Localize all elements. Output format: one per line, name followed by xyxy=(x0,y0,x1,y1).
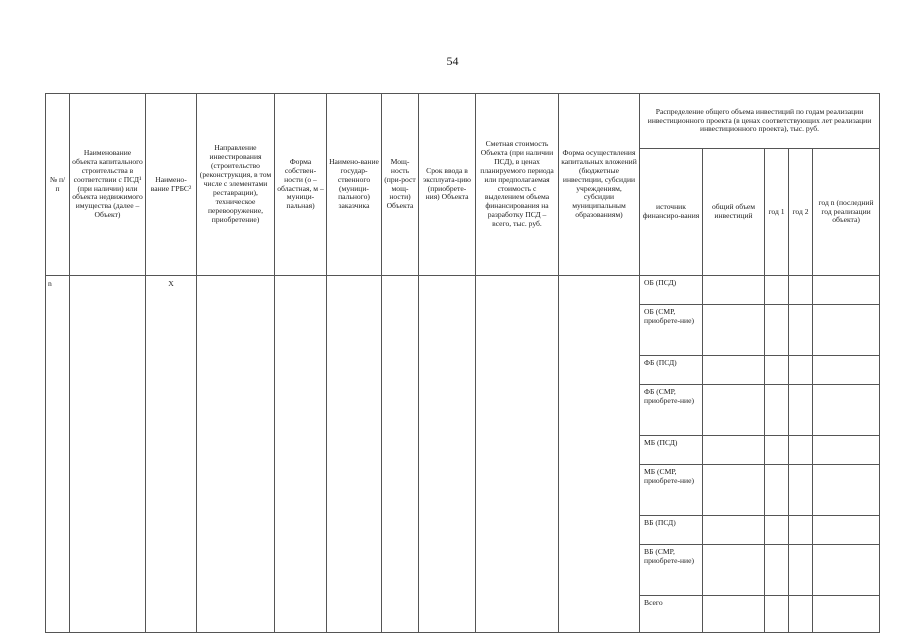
year1-cell xyxy=(765,436,789,465)
yearn-cell xyxy=(813,465,880,516)
header-row-1 xyxy=(46,94,880,149)
header-yearn: год n (последний год реализации объекта) xyxy=(813,149,880,276)
source-cell: МБ (ПСД) xyxy=(640,436,703,465)
year1-cell xyxy=(765,465,789,516)
yearn-cell xyxy=(813,516,880,545)
total-cell xyxy=(703,276,765,305)
row-form xyxy=(559,276,640,633)
header-grbs: Наимено-вание ГРБС² xyxy=(146,94,197,276)
header-year2: год 2 xyxy=(789,149,813,276)
row-ownership xyxy=(275,276,327,633)
source-cell: ОБ (ПСД) xyxy=(640,276,703,305)
yearn-cell xyxy=(813,436,880,465)
table-row xyxy=(46,276,880,305)
year2-cell xyxy=(789,465,813,516)
total-cell xyxy=(703,356,765,385)
year1-cell xyxy=(765,356,789,385)
investment-table xyxy=(45,93,880,633)
source-cell: ФБ (ПСД) xyxy=(640,356,703,385)
source-cell: ВБ (ПСД) xyxy=(640,516,703,545)
yearn-cell xyxy=(813,276,880,305)
header-customer: Наимено-вание государ-ственного (муници-пального) заказчика xyxy=(327,94,382,276)
year1-cell xyxy=(765,305,789,356)
year2-cell xyxy=(789,516,813,545)
year2-cell xyxy=(789,545,813,596)
total-cell xyxy=(703,436,765,465)
row-deadline xyxy=(419,276,476,633)
source-cell: ВБ (СМР, приобрете-ние) xyxy=(640,545,703,596)
page-number: 54 xyxy=(446,54,459,68)
year2-cell xyxy=(789,385,813,436)
header-year1: год 1 xyxy=(765,149,789,276)
yearn-cell xyxy=(813,545,880,596)
yearn-cell xyxy=(813,385,880,436)
header-deadline: Срок ввода в эксплуата-цию (приобрете-ния) Объекта xyxy=(419,94,476,276)
header-object-name: Наименование объекта капитального строительства в соответствии с ПСД¹ (при наличии) или объекта недвижимого имущества (далее – Объект) xyxy=(70,94,146,276)
source-cell: ОБ (СМР, приобрете-ние) xyxy=(640,305,703,356)
year2-cell xyxy=(789,596,813,633)
total-cell xyxy=(703,516,765,545)
total-cell xyxy=(703,305,765,356)
header-direction: Направление инвестирования (строительство (реконструкция, в том числе с элементами реставрации), техническое перевооружение, приобретение) xyxy=(197,94,275,276)
year1-cell xyxy=(765,596,789,633)
source-cell: ФБ (СМР, приобрете-ние) xyxy=(640,385,703,436)
table-body xyxy=(46,276,880,633)
row-customer xyxy=(327,276,382,633)
yearn-cell xyxy=(813,305,880,356)
year2-cell xyxy=(789,356,813,385)
source-cell: Всего xyxy=(640,596,703,633)
header-ownership: Форма собствен-ности (о – областная, м – муници-пальная) xyxy=(275,94,327,276)
year1-cell xyxy=(765,545,789,596)
header-num: № п/п xyxy=(46,94,70,276)
total-cell xyxy=(703,545,765,596)
yearn-cell xyxy=(813,356,880,385)
year1-cell xyxy=(765,385,789,436)
yearn-cell xyxy=(813,596,880,633)
row-grbs: X xyxy=(146,276,197,633)
year1-cell xyxy=(765,276,789,305)
total-cell xyxy=(703,465,765,516)
row-direction xyxy=(197,276,275,633)
row-num: n xyxy=(46,276,70,633)
row-capacity xyxy=(382,276,419,633)
row-object-name xyxy=(70,276,146,633)
header-distribution: Распределение общего объема инвестиций по годам реализации инвестиционного проекта (в ценах соответствующих лет реализации инвестиционного проекта), тыс. руб. xyxy=(640,94,880,149)
header-capacity: Мощ-ность (при-рост мощ-ности) Объекта xyxy=(382,94,419,276)
year2-cell xyxy=(789,305,813,356)
header-form: Форма осуществления капитальных вложений (бюджетные инвестиции, субсидии учреждениям, субсидии муниципальным образованиям) xyxy=(559,94,640,276)
source-cell: МБ (СМР, приобрете-ние) xyxy=(640,465,703,516)
total-cell xyxy=(703,596,765,633)
header-cost: Сметная стоимость Объекта (при наличии ПСД), в ценах планируемого периода или предполагаемая стоимость с выделением объема финансирования на разработку ПСД – всего, тыс. руб. xyxy=(476,94,559,276)
year2-cell xyxy=(789,276,813,305)
year2-cell xyxy=(789,436,813,465)
year1-cell xyxy=(765,516,789,545)
header-source: источник финансиро-вания xyxy=(640,149,703,276)
row-cost xyxy=(476,276,559,633)
header-total: общий объем инвестиций xyxy=(703,149,765,276)
total-cell xyxy=(703,385,765,436)
